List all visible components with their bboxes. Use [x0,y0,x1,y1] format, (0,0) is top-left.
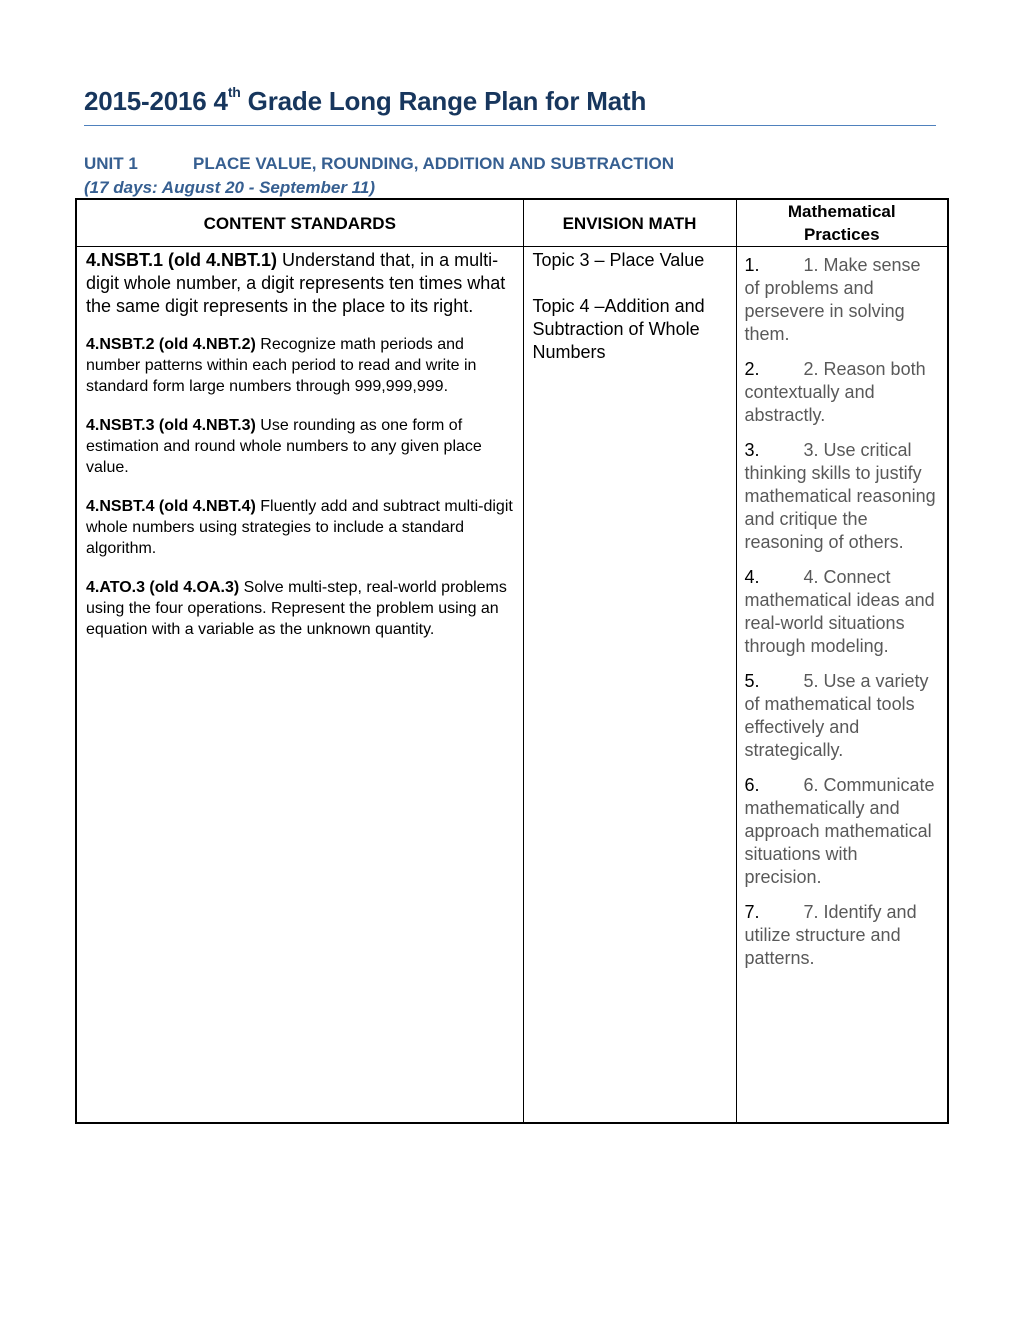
practice-item [745,566,940,658]
standard-code: 4.ATO.3 (old 4.OA.3) [86,579,240,596]
page-title [84,84,646,118]
practice-item [745,670,940,762]
standard-item [86,415,515,478]
practice-item [745,439,940,554]
standard-text: Recognize math periods and number patterns within each period to read and write in standard form large numbers through 999,999,999. [86,336,477,395]
practice-text: 3. Use critical thinking skills to justify mathematical reasoning and critique the reasoning of others. [744,440,936,552]
table-header-row [76,199,948,247]
title-prefix: 2015-2016 4 [84,86,228,116]
practice-number: 4. [744,567,760,587]
table-row [76,247,948,1124]
standard-item [86,249,515,318]
practice-text: 7. Identify and utilize structure and patterns. [744,902,917,968]
unit-plan-table [75,198,949,1124]
practice-text: 2. Reason both contextually and abstractly. [744,359,926,425]
title-superscript: th [227,84,241,101]
envision-topic: Topic 4 –Addition and Subtraction of Whole Numbers [532,296,705,362]
practice-text: 4. Connect mathematical ideas and real-world situations through modeling. [744,567,935,656]
standard-item [86,577,515,640]
content-standards-cell [76,247,523,1124]
standard-text: Understand that, in a multi-digit whole number, a digit represents ten times what the same digit represents in the place to its right. [86,250,506,316]
header-mp-line2: Practices [803,225,880,244]
unit-heading [84,154,674,174]
title-suffix: Grade Long Range Plan for Math [240,86,647,116]
practice-item [745,254,940,346]
title-underline-rule [84,125,936,126]
unit-label: UNIT 1 [84,154,138,173]
practice-number: 2. [744,359,760,379]
standard-text: Solve multi-step, real-world problems using the four operations. Represent the problem using an equation with a variable as the unknown quantity. [86,579,507,638]
practice-number: 7. [744,902,760,922]
practice-item [745,774,940,889]
practice-number: 3. [744,440,760,460]
practice-text: 6. Communicate mathematically and approach mathematical situations with precision. [744,775,935,887]
practice-number: 6. [744,775,760,795]
standard-text: Fluently add and subtract multi-digit whole numbers using strategies to include a standard algorithm. [86,498,513,557]
practice-item [745,901,940,970]
standard-code: 4.NSBT.1 (old 4.NBT.1) [86,250,278,270]
header-mathematical-practices [736,199,948,247]
standard-text: Use rounding as one form of estimation and round whole numbers to any given place value. [86,417,482,476]
standard-code: 4.NSBT.4 (old 4.NBT.4) [86,498,256,515]
envision-math-cell [523,247,736,1124]
standard-item [86,496,515,559]
envision-topic: Topic 3 – Place Value [532,250,705,270]
practice-item [745,358,940,427]
practice-number: 1. [744,255,760,275]
standard-code: 4.NSBT.2 (old 4.NBT.2) [86,336,256,353]
header-envision-math: ENVISION MATH [523,199,736,247]
practice-text: 1. Make sense of problems and persevere in solving them. [744,255,921,344]
unit-dates: (17 days: August 20 - September 11) [84,178,375,197]
standard-code: 4.NSBT.3 (old 4.NBT.3) [86,417,256,434]
mathematical-practices-cell [736,247,948,1124]
practice-text: 5. Use a variety of mathematical tools effectively and strategically. [744,671,929,760]
standard-item [86,334,515,397]
header-mp-line1: Mathematical [787,202,896,221]
practice-number: 5. [744,671,760,691]
unit-name: PLACE VALUE, ROUNDING, ADDITION AND SUBTRACTION [193,154,675,173]
header-content-standards: CONTENT STANDARDS [76,199,523,247]
